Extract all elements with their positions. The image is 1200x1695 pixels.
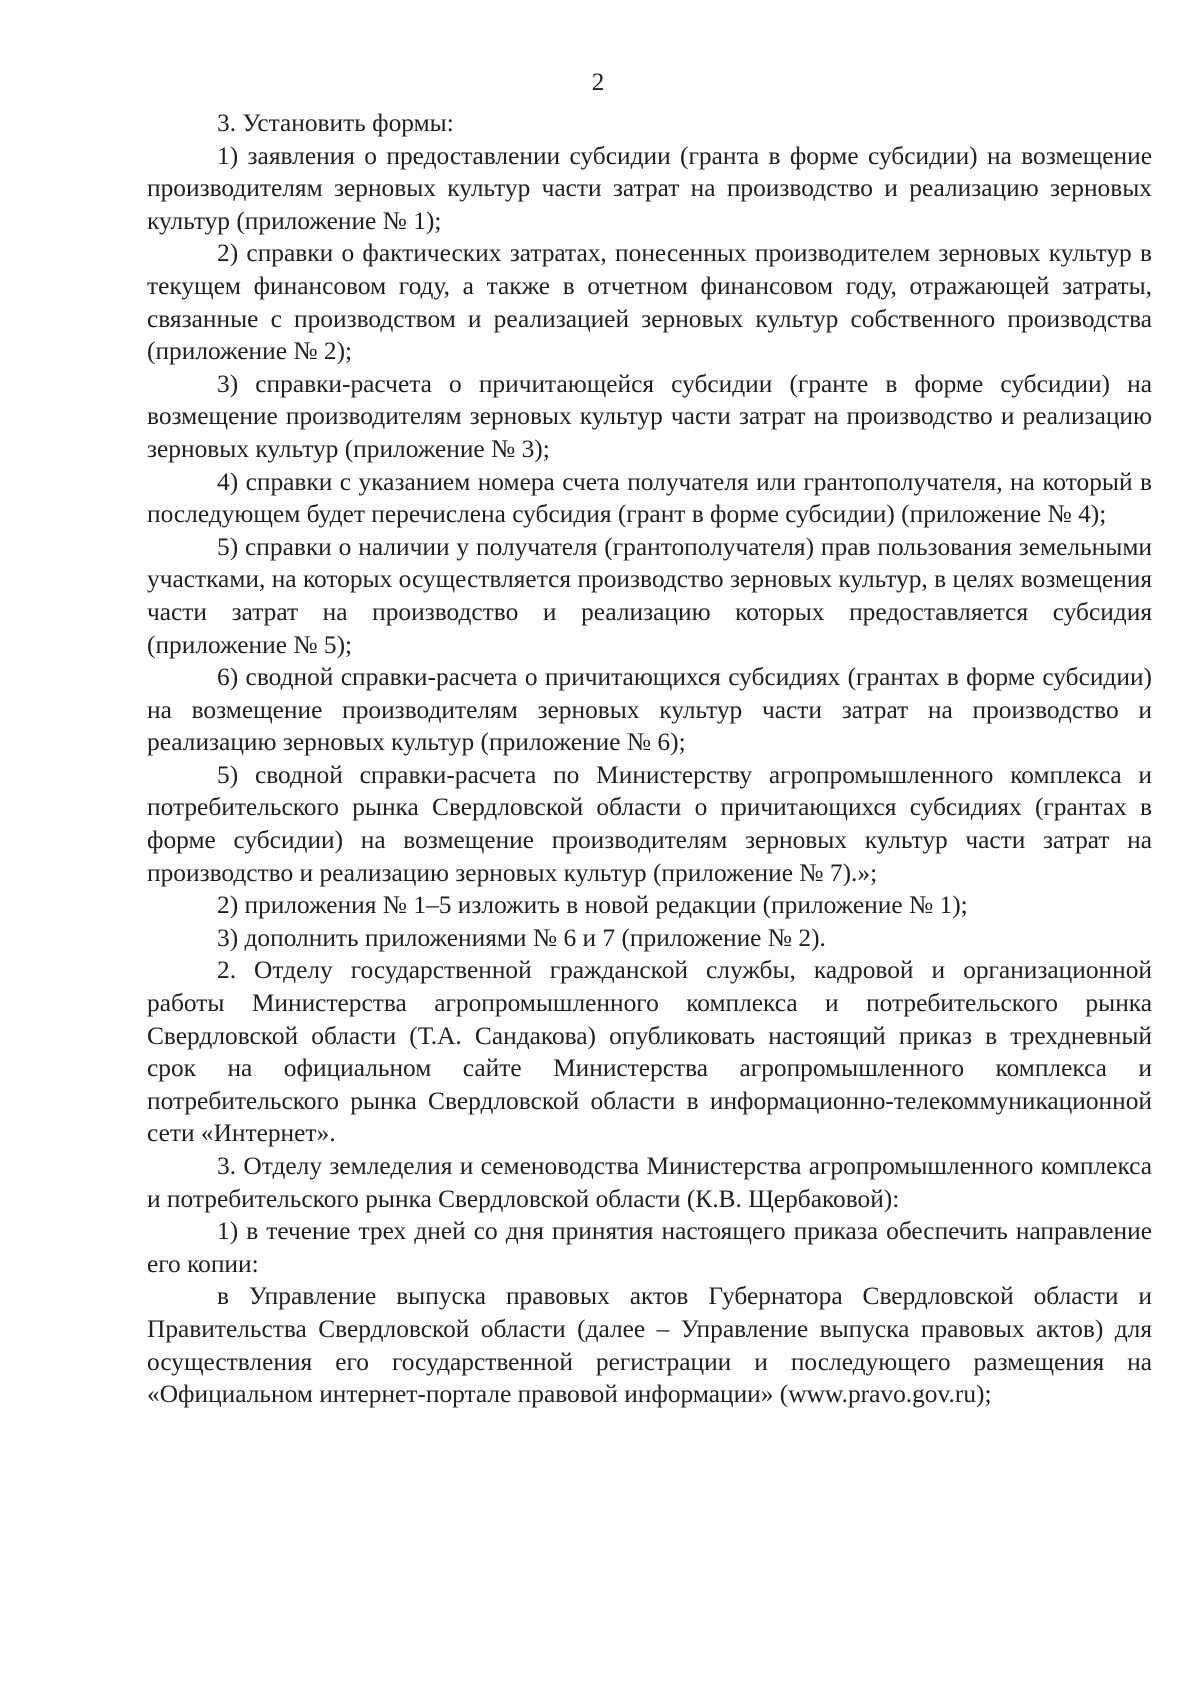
paragraph-appendices-new-edition: 2) приложения № 1–5 изложить в новой редакции (приложение № 1); [217, 891, 968, 920]
paragraph-legal-acts-directorate: в Управление выпуска правовых актов Губернатора Свердловской области и Правительства Свердловской области (далее – Управление выпуска правовых актов) для осуществления его государственной регистрации и последующего размещения на «Официальном интернет-портале правовой информации» (www.pravo.gov.ru); [147, 1282, 1152, 1409]
page-number: 2 [591, 69, 605, 96]
paragraph-item-land-rights: 5) справки о наличии у получателя (грантополучателя) прав пользования земельными участками, на которых осуществляется производство зерновых культур, в целях возмещения части затрат на производство и реализацию которых предоставляется субсидия (приложение № 5); [147, 532, 1152, 659]
document-body [147, 107, 1152, 1411]
paragraph-publication-order: 2. Отделу государственной гражданской службы, кадровой и организационной работы Министерства агропромышленного комплекса и потребительского рынка Свердловской области (Т.А. Сандакова) опубликовать настоящий приказ в трехдневный срок на официальном сайте Министерства агропромышленного комплекса и потребительского рынка Свердловской области в информационно-телекоммуникационной сети «Интернет». [147, 956, 1152, 1148]
paragraph-item-costs-certificate: 2) справки о фактических затратах, понесенных производителем зерновых культур в текущем финансовом году, а также в отчетном финансовом году, отражающей затраты, связанные с производством и реализацией зерновых культур собственного производства (приложение № 2); [147, 239, 1152, 366]
paragraph-item-summary-calculation: 6) сводной справки-расчета о причитающихся субсидиях (грантах в форме субсидии) на возмещение производителям зерновых культур части затрат на производство и реализацию зерновых культур (приложение № 6); [147, 663, 1152, 757]
paragraph-item-account-number: 4) справки с указанием номера счета получателя или грантополучателя, на который в последующем будет перечислена субсидия (грант в форме субсидии) (приложение № 4); [147, 467, 1152, 529]
paragraph-forms-heading: 3. Установить формы: [217, 109, 454, 137]
paragraph-item-application: 1) заявления о предоставлении субсидии (гранта в форме субсидии) на возмещение производителям зерновых культур части затрат на производство и реализацию зерновых культур (приложение № 1); [147, 141, 1152, 235]
paragraph-item-ministry-summary: 5) сводной справки-расчета по Министерству агропромышленного комплекса и потребительского рынка Свердловской области о причитающихся субсидиях (грантах в форме субсидии) на возмещение производителям зерновых культур части затрат на производство и реализацию зерновых культур (приложение № 7).»; [147, 760, 1152, 887]
paragraph-copy-direction: 1) в течение трех дней со дня принятия настоящего приказа обеспечить направление его копии: [147, 1217, 1152, 1278]
paragraph-appendices-add: 3) дополнить приложениями № 6 и 7 (приложение № 2). [217, 923, 826, 952]
paragraph-agriculture-department: 3. Отделу земледелия и семеноводства Министерства агропромышленного комплекса и потребительского рынка Свердловской области (К.В. Щербаковой): [147, 1152, 1152, 1213]
paragraph-item-calculation: 3) справки-расчета о причитающейся субсидии (гранте в форме субсидии) на возмещение производителям зерновых культур части затрат на производство и реализацию зерновых культур (приложение № 3); [147, 369, 1152, 463]
